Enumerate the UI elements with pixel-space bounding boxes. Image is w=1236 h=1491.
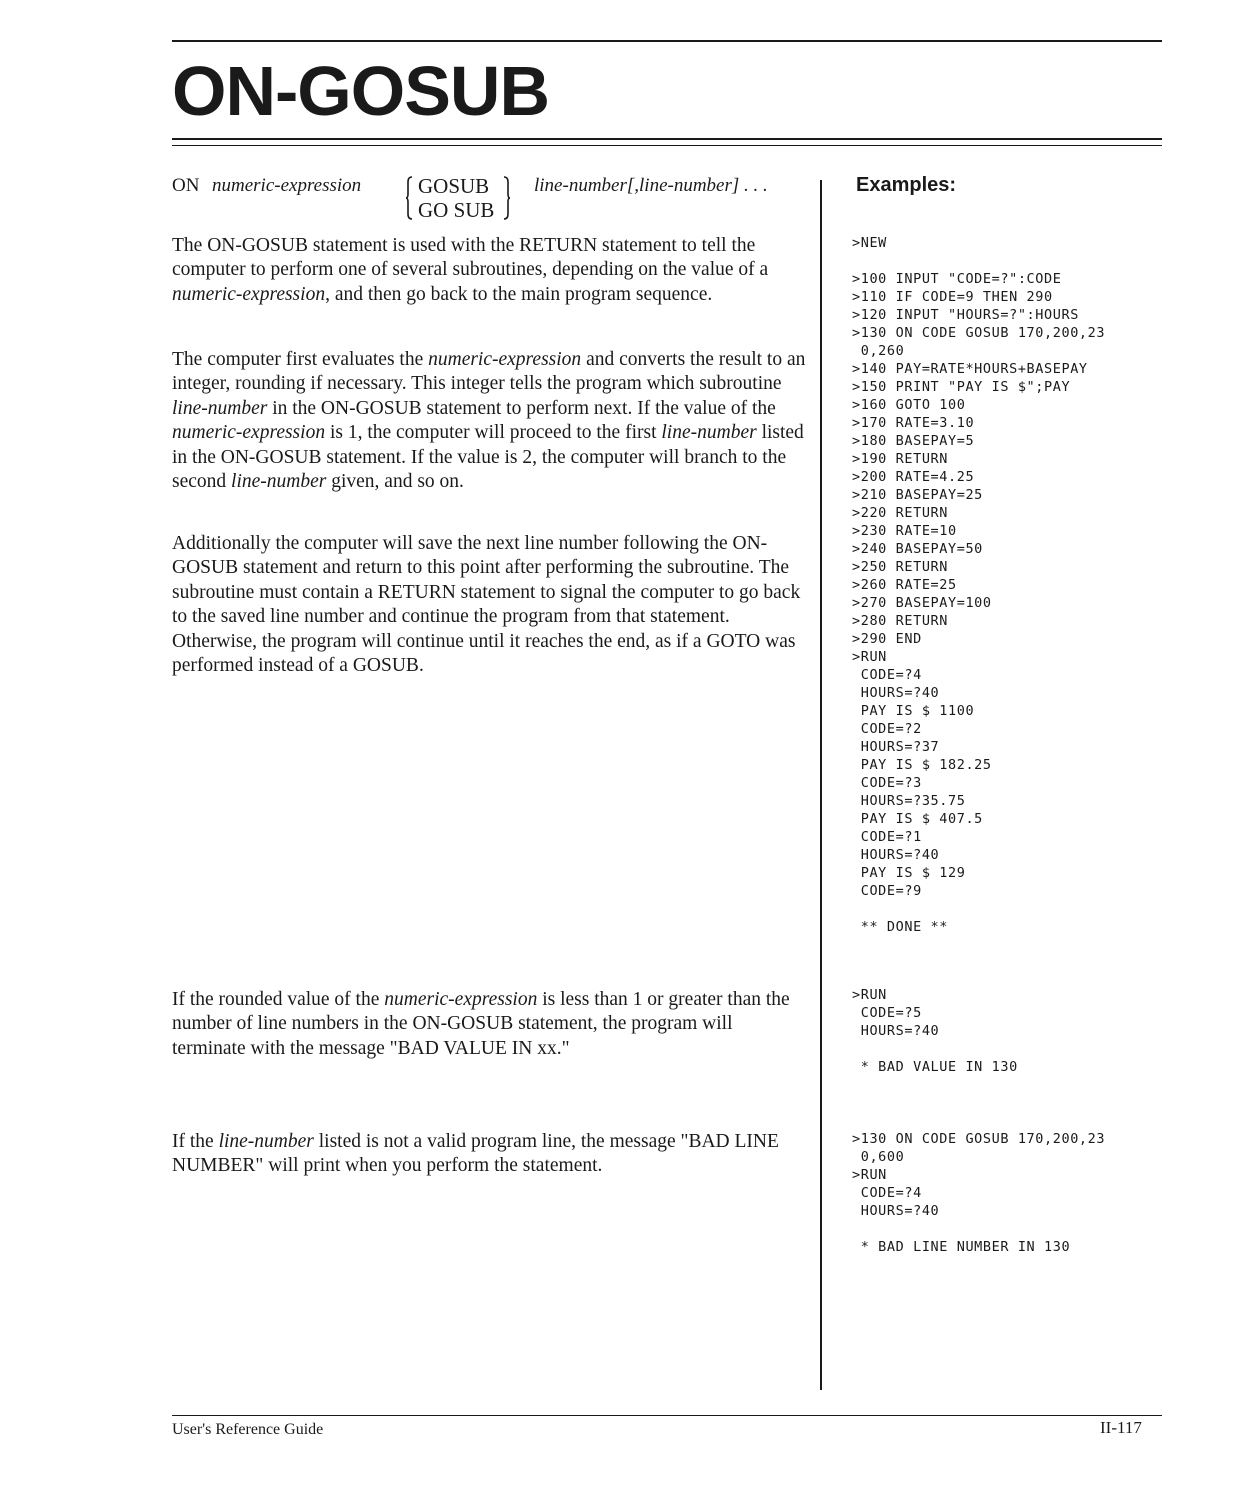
paragraph-bad-line-number	[172, 1130, 808, 1179]
code-bad-value-message: * BAD VALUE IN 130	[852, 1059, 1018, 1075]
text-run: The ON-GOSUB statement is used with the RETURN statement to tell the computer to perform one of several subroutines, depending on the value of a	[172, 235, 769, 281]
text-run: listed in the ON-GOSUB statement. If the value is 2, the computer will branch to the second	[172, 422, 804, 493]
left-brace-icon	[406, 176, 412, 220]
italic-term: line-number	[661, 422, 757, 444]
footer-page-number: II-117	[1100, 1418, 1142, 1437]
italic-term: numeric-expression	[172, 422, 326, 444]
text-run: and converts the result to an integer, rounding if necessary. This integer tells the program which subroutine	[172, 349, 806, 395]
top-rule	[172, 40, 1162, 42]
code-bad-line-listing: >130 ON CODE GOSUB 170,200,23 0,600 >RUN CODE=?4 HOURS=?40	[852, 1131, 1106, 1219]
syntax-keyword-gosub: GOSUB	[418, 174, 490, 198]
code-program-listing: >100 INPUT "CODE=?":CODE >110 IF CODE=9 THEN 290 >120 INPUT "HOURS=?":HOURS >130 ON CODE GOSUB 170,200,23 0,260 >140 PAY=RATE*HOURS+BASEPAY >150 PRINT "PAY IS $";PAY >160 GOTO 100 >170 RATE=3.10 >180 BASEPAY=5 >190 RETURN >200 RATE=4.25 >210 BASEPAY=25 >220 RETURN >230 RATE=10 >240 BASEPAY=50 >250 RETURN >260 RATE=25 >270 BASEPAY=100 >280 RETURN >290 END >RUN CODE=?4 HOURS=?40 PAY IS $ 1100 CODE=?2 HOURS=?37 PAY IS $ 182.25 CODE=?3 HOURS=?35.75 PAY IS $ 407.5 CODE=?1 HOURS=?40 PAY IS $ 129 CODE=?9	[852, 271, 1106, 899]
syntax-line-numbers: line-number[,line-number] . . .	[534, 175, 768, 196]
page-title: ON-GOSUB	[172, 52, 549, 130]
title-underline	[172, 138, 1162, 140]
syntax-on: ON	[172, 175, 200, 196]
column-divider	[820, 180, 822, 1390]
code-done: ** DONE **	[852, 919, 949, 935]
footer-rule	[172, 1415, 1162, 1416]
code-new: >NEW	[852, 235, 887, 251]
italic-term: numeric-expression	[428, 349, 582, 370]
text-run: listed is not a valid program line, the message "BAD LINE NUMBER" will print when you perform the statement.	[172, 1131, 779, 1177]
syntax-expression: numeric-expression	[212, 175, 362, 196]
text-run: is less than 1 or greater than the number of line numbers in the ON-GOSUB statement, the program will terminate with the message "BAD VALUE IN xx."	[172, 989, 790, 1059]
text-run: , and then go back to the main program sequence.	[325, 283, 713, 305]
paragraph-bad-value	[172, 988, 808, 1061]
text-run: The computer first evaluates the	[172, 349, 429, 370]
syntax-keyword-go-sub: GO SUB	[418, 198, 495, 222]
code-run-bad-value: >RUN CODE=?5 HOURS=?40	[852, 987, 940, 1039]
text-run: given, and so on.	[326, 471, 464, 493]
italic-term: line-number	[218, 1131, 314, 1152]
italic-term: numeric-expression	[384, 989, 538, 1010]
paragraph-intro	[172, 234, 808, 307]
code-bad-line-message: * BAD LINE NUMBER IN 130	[852, 1239, 1071, 1255]
paragraph-return: Additionally the computer will save the next line number following the ON-GOSUB statement and return to this point after performing the subroutine. The subroutine must contain a RETURN statement to signal the computer to go back to the saved line number and continue the program from that statement. Otherwise, the program will continue until it reaches the end, as if a GOTO was performed instead of a GOSUB.	[172, 533, 801, 677]
right-brace-icon	[504, 176, 510, 220]
text-run: If the	[172, 1131, 219, 1152]
paragraph-evaluation	[172, 348, 808, 494]
examples-heading: Examples:	[856, 174, 957, 196]
italic-term: numeric-expression	[172, 283, 326, 305]
italic-term: line-number	[231, 471, 327, 493]
text-run: is 1, the computer will proceed to the first	[325, 422, 662, 444]
text-run: in the ON-GOSUB statement to perform next. If the value of the	[267, 397, 776, 419]
italic-term: line-number	[172, 397, 268, 419]
footer-guide-title: User's Reference Guide	[172, 1421, 324, 1438]
title-underline-thin	[172, 145, 1162, 146]
text-run: If the rounded value of the	[172, 989, 385, 1010]
